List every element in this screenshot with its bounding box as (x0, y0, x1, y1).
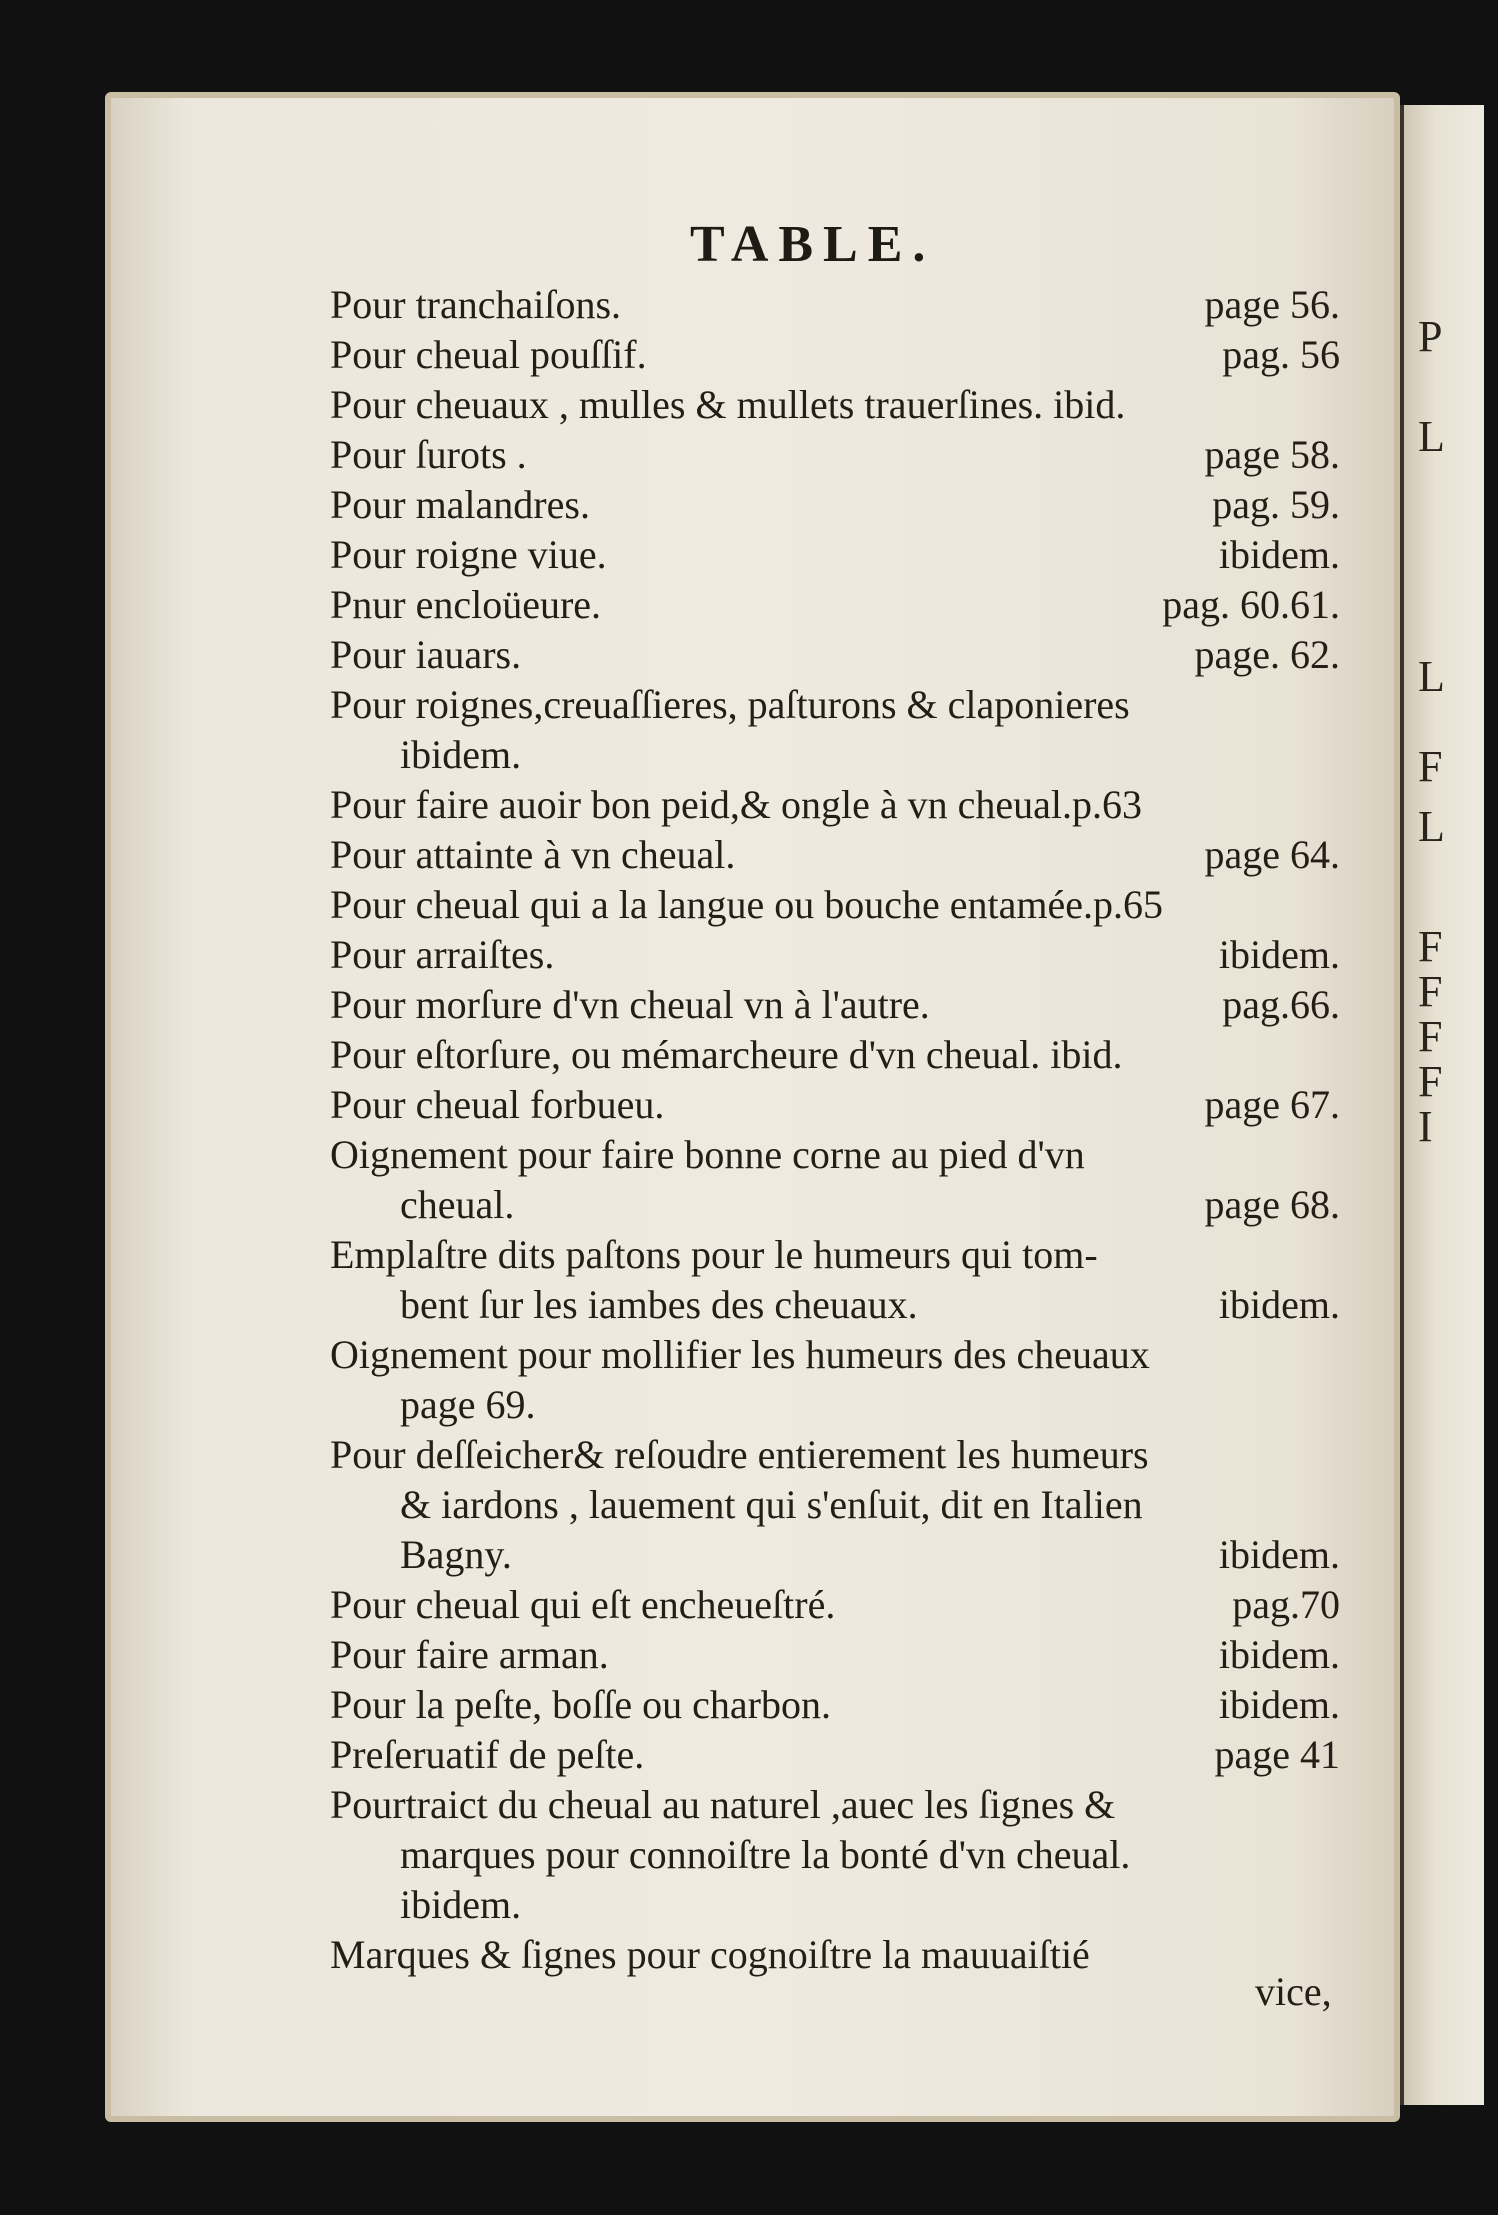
toc-entry-title: Pour malandres. (330, 482, 590, 527)
catchword: vice, (1255, 1969, 1332, 2014)
toc-entry-page: page 64. (1204, 832, 1340, 877)
toc-entry (330, 1030, 1340, 1080)
facing-page-letter: L (1418, 652, 1445, 701)
toc-entry-page: pag. 56 (1222, 332, 1340, 377)
toc-entry-title: Emplaſtre dits paſtons pour le humeurs qui tom- (330, 1232, 1098, 1277)
toc-entry-title: Pour faire auoir bon peid,& ongle à vn cheual.p.63 (330, 782, 1142, 827)
toc-entry-title: Pnur encloüeure. (330, 582, 602, 627)
toc-entry (330, 1730, 1340, 1780)
facing-page-letter: F (1418, 1057, 1443, 1106)
toc-entry (330, 930, 1340, 980)
toc-entry-continuation: marques pour connoiſtre la bonté d'vn cheual. (400, 1832, 1131, 1877)
toc-entry-title: Pour cheual qui a la langue ou bouche entamée.p.65 (330, 882, 1164, 927)
facing-page-letter: I (1418, 1102, 1433, 1151)
toc-entry-page: pag.66. (1222, 982, 1340, 1027)
toc-entry (330, 330, 1340, 380)
toc-entry (330, 380, 1340, 430)
toc-entry-continuation: ibidem. (400, 732, 522, 777)
toc-entry-title: Pour attainte à vn cheual. (330, 832, 736, 877)
toc-entry-title: Pour morſure d'vn cheual vn à l'autre. (330, 982, 930, 1027)
toc-entry (330, 530, 1340, 580)
toc-entry-page: pag.70 (1232, 1582, 1340, 1627)
toc-entry (330, 680, 1340, 780)
toc-entry (330, 1530, 1340, 1580)
toc-entry-page: page 58. (1204, 432, 1340, 477)
toc-entry-title: Pour cheual qui eſt encheueſtré. (330, 1582, 836, 1627)
toc-entry-page: ibidem. (1218, 1632, 1340, 1677)
toc-entry-title: Oignement pour mollifier les humeurs des cheuaux (330, 1332, 1150, 1377)
toc-entry-continuation: bent ſur les iambes des cheuaux. (400, 1282, 918, 1327)
toc-entry (330, 1080, 1340, 1130)
toc-entry-title: Pour cheual forbueu. (330, 1082, 665, 1127)
toc-entry-title: Pour roigne viue. (330, 532, 607, 577)
toc-entry-page: ibidem. (1218, 1682, 1340, 1727)
facing-page-letter: F (1418, 922, 1443, 971)
toc-entry (330, 1930, 1340, 1980)
toc-entry-page: pag. 60.61. (1162, 582, 1340, 627)
toc-entry-continuation: & iardons , lauement qui s'enſuit, dit en Italien (400, 1482, 1143, 1527)
toc-entry-page: page 56. (1204, 282, 1340, 327)
facing-page-letter: P (1418, 312, 1443, 361)
toc-entry-page: ibidem. (1218, 932, 1340, 977)
toc-entry-title: Pour la peſte, boſſe ou charbon. (330, 1682, 831, 1727)
facing-page-letter: F (1418, 742, 1443, 791)
toc-entry-title: Pour ſurots . (330, 432, 527, 477)
toc-entry-page: ibidem. (1218, 532, 1340, 577)
page-title: TABLE. (690, 216, 936, 273)
toc-entry-page: ibidem. (1218, 1532, 1340, 1577)
toc-entry (330, 480, 1340, 530)
toc-entry (330, 880, 1340, 930)
toc-entry (330, 1880, 1340, 1930)
toc-entry-title: Pour faire arman. (330, 1632, 609, 1677)
facing-page-edge (1400, 105, 1484, 2105)
toc-entry-title: Pour cheual pouſſif. (330, 332, 647, 377)
toc-entry (330, 1330, 1340, 1430)
table-of-contents (330, 280, 1340, 1980)
toc-entry-title: Pour iauars. (330, 632, 522, 677)
toc-entry-page: pag. 59. (1212, 482, 1340, 527)
toc-entry-title: Pour arraiſtes. (330, 932, 555, 977)
toc-entry (330, 1580, 1340, 1630)
toc-entry-page: page 67. (1204, 1082, 1340, 1127)
facing-page-letter: L (1418, 802, 1445, 851)
toc-entry (330, 280, 1340, 330)
toc-entry-page: page. 62. (1194, 632, 1340, 677)
toc-entry-title: Oignement pour faire bonne corne au pied d'vn (330, 1132, 1085, 1177)
toc-entry (330, 830, 1340, 880)
toc-entry (330, 1430, 1340, 1530)
toc-entry (330, 430, 1340, 480)
toc-entry (330, 780, 1340, 830)
toc-entry-title: Preſeruatif de peſte. (330, 1732, 645, 1777)
toc-entry (330, 1230, 1340, 1330)
toc-entry-title: Pourtraict du cheual au naturel ,auec les ſignes & (330, 1782, 1116, 1827)
toc-entry-title: Pour tranchaiſons. (330, 282, 622, 327)
toc-entry-continuation: page 69. (400, 1382, 536, 1427)
toc-entry-continuation: cheual. (400, 1182, 515, 1227)
toc-entry (330, 630, 1340, 680)
toc-entry (330, 1680, 1340, 1730)
toc-entry-page: page 68. (1204, 1182, 1340, 1227)
toc-entry-title: Pour eſtorſure, ou mémarcheure d'vn cheual. ibid. (330, 1032, 1123, 1077)
facing-page-letter: F (1418, 967, 1443, 1016)
toc-entry-title: Pour deſſeicher& reſoudre entierement les humeurs (330, 1432, 1149, 1477)
toc-entry-title: Pour roignes,creuaſſieres, paſturons & claponieres (330, 682, 1130, 727)
toc-entry (330, 1780, 1340, 1880)
toc-entry-title: ibidem. (400, 1882, 522, 1927)
toc-entry-page: page 41 (1214, 1732, 1340, 1777)
toc-entry-title: Marques & ſignes pour cognoiſtre la mauuaiſtié (330, 1932, 1090, 1977)
toc-entry-page: ibidem. (1218, 1282, 1340, 1327)
toc-entry (330, 580, 1340, 630)
facing-page-letter: F (1418, 1012, 1443, 1061)
toc-entry (330, 1630, 1340, 1680)
toc-entry (330, 1130, 1340, 1230)
toc-entry-title: Pour cheuaux , mulles & mullets trauerſines. ibid. (330, 382, 1126, 427)
facing-page-letter: L (1418, 412, 1445, 461)
toc-entry (330, 980, 1340, 1030)
toc-entry-title: Bagny. (400, 1532, 512, 1577)
